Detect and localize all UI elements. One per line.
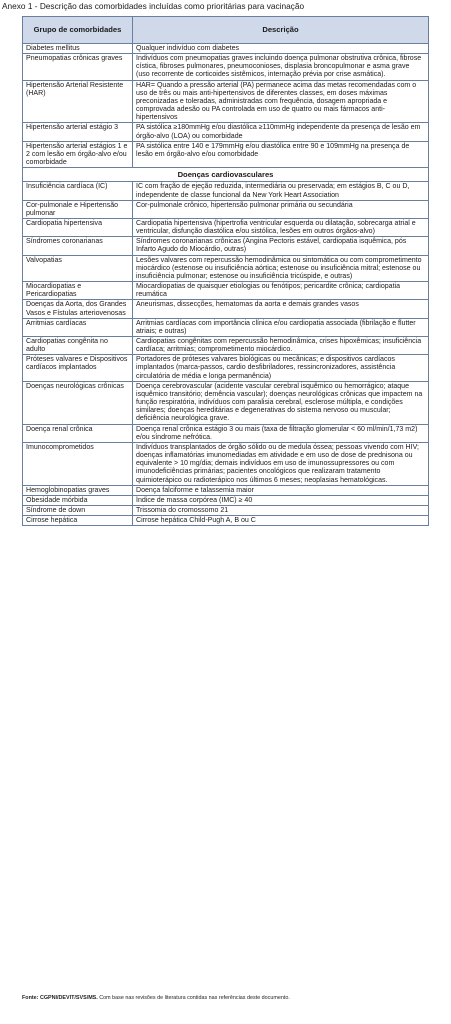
section-row-cardiovascular <box>23 168 429 182</box>
cell-group: Valvopatias <box>23 255 133 281</box>
source-note <box>22 995 290 1002</box>
cell-group: Próteses valvares e Dispositivos cardíacos implantados <box>23 355 133 381</box>
cell-description: Arritmias cardíacas com importância clínica e/ou cardiopatia associada (fibrilação e flutter atriais; e outras) <box>133 318 429 336</box>
cell-group: Hemoglobinopatias graves <box>23 485 133 495</box>
table-row <box>23 337 429 355</box>
table-row <box>23 80 429 123</box>
header-description: Descrição <box>133 17 429 44</box>
table-row <box>23 141 429 167</box>
table-row <box>23 182 429 200</box>
cell-description: Aneurismas, dissecções, hematomas da aorta e demais grandes vasos <box>133 300 429 318</box>
table-row <box>23 237 429 255</box>
cell-description: Cardiopatia hipertensiva (hipertrofia ventricular esquerda ou dilatação, sobrecarga atrial e ventricular, disfunção diastólica e/ou sistólica, lesões em outros órgãos-alvo) <box>133 218 429 236</box>
cell-group: Síndrome de down <box>23 505 133 515</box>
table-body-top <box>23 44 429 168</box>
table-row <box>23 123 429 141</box>
cell-description: HAR= Quando a pressão arterial (PA) permanece acima das metas recomendadas com o uso de três ou mais anti-hipertensivos de diferentes classes, em doses máximas preconizadas e toleradas, administradas com frequência, dosagem apropriada e comprovada adesão ou PA controlada em uso de quatro ou mais fármacos anti-hipertensivos <box>133 80 429 123</box>
cell-group: Hipertensão arterial estágios 1 e 2 com lesão em órgão-alvo e/ou comorbidade <box>23 141 133 167</box>
cell-description: PA sistólica ≥180mmHg e/ou diastólica ≥110mmHg independente da presença de lesão em órgão-alvo (LOA) ou comorbidade <box>133 123 429 141</box>
table-body-bottom <box>23 381 429 526</box>
cell-description: Portadores de próteses valvares biológicas ou mecânicas; e dispositivos cardíacos implantados (marca-passos, cardio desfibriladores, ressincronizadores, assistência circulatória de média e longa permanência) <box>133 355 429 381</box>
cell-group: Doenças neurológicas crônicas <box>23 381 133 424</box>
cell-group: Diabetes mellitus <box>23 44 133 54</box>
cell-description: PA sistólica entre 140 e 179mmHg e/ou diastólica entre 90 e 109mmHg na presença de lesão em órgão-alvo e/ou comorbidade <box>133 141 429 167</box>
section-title: Doenças cardiovasculares <box>23 168 429 182</box>
cell-group: Insuficiência cardíaca (IC) <box>23 182 133 200</box>
cell-description: Indivíduos transplantados de órgão sólido ou de medula óssea; pessoas vivendo com HIV; doenças inflamatórias imunomediadas em atividade e em uso de dose de prednisona ou equivalente > 10 mg/dia; demais indivíduos em uso de imunossupressores ou com imunodeficiências primárias; pacientes oncológicos que realizaram tratamento quimioterápico ou radioterápico nos últimos 6 meses; neoplasias hematológicas. <box>133 442 429 485</box>
cell-group: Síndromes coronarianas <box>23 237 133 255</box>
header-group: Grupo de comorbidades <box>23 17 133 44</box>
cell-description: Síndromes coronarianas crônicas (Angina Pectoris estável, cardiopatia isquêmica, pós Infarto Agudo do Miocárdio, outras) <box>133 237 429 255</box>
table-row <box>23 255 429 281</box>
cell-group: Cor-pulmonale e Hipertensão pulmonar <box>23 200 133 218</box>
table-row <box>23 44 429 54</box>
cell-description: IC com fração de ejeção reduzida, intermediária ou preservada; em estágios B, C ou D, independente de classe funcional da New York Heart Association <box>133 182 429 200</box>
cell-group: Imunocomprometidos <box>23 442 133 485</box>
table-row <box>23 200 429 218</box>
cell-description: Cardiopatias congênitas com repercussão hemodinâmica, crises hipoxêmicas; insuficiência cardíaca; arritmias; comprometimento miocárdico. <box>133 337 429 355</box>
cell-description: Lesões valvares com repercussão hemodinâmica ou sintomática ou com comprometimento miocárdico (estenose ou insuficiência aórtica; estenose ou insuficiência mitral; estenose ou insuficiência pulmonar; estenose ou insuficiência tricúspide, e outras) <box>133 255 429 281</box>
cell-group: Hipertensão Arterial Resistente (HAR) <box>23 80 133 123</box>
cell-description: Cor-pulmonale crônico, hipertensão pulmonar primária ou secundária <box>133 200 429 218</box>
cell-group: Miocardiopatias e Pericardiopatias <box>23 282 133 300</box>
table-row <box>23 442 429 485</box>
table-section <box>23 168 429 182</box>
cell-description: Miocardiopatias de quaisquer etiologias ou fenótipos; pericardite crônica; cardiopatia reumática <box>133 282 429 300</box>
table-row <box>23 355 429 381</box>
table-row <box>23 516 429 526</box>
cell-description: Trissomia do cromossomo 21 <box>133 505 429 515</box>
cell-description: Doença falciforme e talassemia maior <box>133 485 429 495</box>
table-row <box>23 381 429 424</box>
table-row <box>23 424 429 442</box>
table-row <box>23 300 429 318</box>
cell-description: Cirrose hepática Child-Pugh A, B ou C <box>133 516 429 526</box>
table-row <box>23 318 429 336</box>
cell-group: Obesidade mórbida <box>23 495 133 505</box>
table-row <box>23 54 429 80</box>
cell-description: Qualquer indivíduo com diabetes <box>133 44 429 54</box>
cell-group: Arritmias cardíacas <box>23 318 133 336</box>
cell-description: Indivíduos com pneumopatias graves incluindo doença pulmonar obstrutiva crônica, fibrose cística, fibroses pulmonares, pneumoconioses, displasia broncopulmonar e asma grave (uso recorrente de corticoides sistêmicos, internação prévia por crise asmática). <box>133 54 429 80</box>
table-row <box>23 218 429 236</box>
cell-description: Doença renal crônica estágio 3 ou mais (taxa de filtração glomerular < 60 ml/min/1,73 m2) e/ou síndrome nefrótica. <box>133 424 429 442</box>
cell-group: Pneumopatias crônicas graves <box>23 54 133 80</box>
cell-group: Doenças da Aorta, dos Grandes Vasos e Fístulas arteriovenosas <box>23 300 133 318</box>
cell-group: Cardiopatias congênita no adulto <box>23 337 133 355</box>
table-row <box>23 505 429 515</box>
table-caption: Anexo 1 - Descrição das comorbidades incluídas como prioritárias para vacinação <box>2 1 305 11</box>
table-body-cardio <box>23 182 429 381</box>
source-org: CGPNI/DEVIT/SVS/MS. <box>39 995 98 1001</box>
table-row <box>23 495 429 505</box>
cell-group: Cirrose hepática <box>23 516 133 526</box>
cell-group: Hipertensão arterial estágio 3 <box>23 123 133 141</box>
table-header-row <box>23 17 429 44</box>
cell-group: Cardiopatia hipertensiva <box>23 218 133 236</box>
cell-group: Doença renal crônica <box>23 424 133 442</box>
table-row <box>23 282 429 300</box>
table-row <box>23 485 429 495</box>
cell-description: Doença cerebrovascular (acidente vascular cerebral isquêmico ou hemorrágico; ataque isquêmico transitório; demência vascular); doenças neurológicas crônicas que impactem na função respiratória, indivíduos com paralisia cerebral, esclerose múltipla, e condições similares; doenças hereditárias e degenerativas do sistema nervoso ou muscular; deficiência neurológica grave. <box>133 381 429 424</box>
source-text: Com base nas revisões de literatura contidas nas referências deste documento. <box>99 995 290 1001</box>
cell-description: Índice de massa corpórea (IMC) ≥ 40 <box>133 495 429 505</box>
comorbidities-table <box>22 16 428 526</box>
source-label: Fonte: <box>22 995 39 1001</box>
